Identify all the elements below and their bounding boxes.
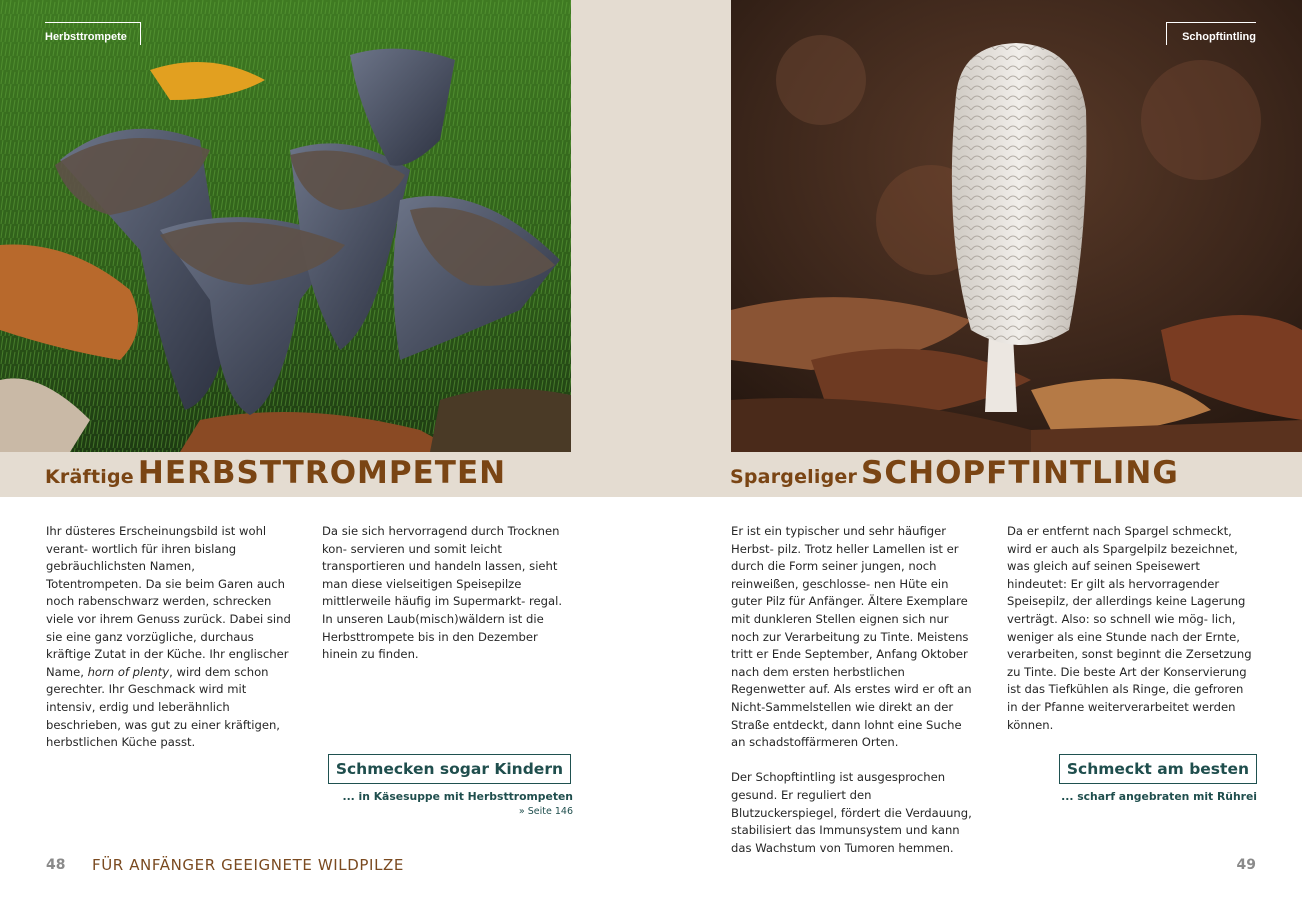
page-number-right: 49 bbox=[1236, 857, 1256, 873]
body-column-1 bbox=[46, 523, 291, 769]
tip-box-right: Schmeckt am besten bbox=[1059, 754, 1257, 784]
paragraph: Er ist ein typischer und sehr häufiger Herbst- pilz. Trotz heller Lamellen ist er durch die Form seiner jungen, noch reinweißen, geschlosse- nen Hüte ein guter Pilz für Anfänger. Ältere Exemplare mit dunkleren Stellen eignen sich nur noch zur Verarbeitung zu Tinte. Meistens tritt er Ende September, Anfang Oktober nach dem ersten herbstlichen Regenwetter auf. Als erstes wird er oft an Nicht-Sammelstellen wie direkt an der Straße entdeckt, dann lohnt eine Suche an schadstoffärmeren Orten. bbox=[731, 524, 972, 750]
paragraph: Da sie sich hervorragend durch Trocknen kon- servieren und somit leicht transportieren und handeln lassen, sieht man diese vielseitigen Speisepilze mittlerweile häufig im Supermarkt- regal. In unseren Laub(misch)wäldern ist die Herbsttrompete bis in den Dezember hinein zu finden. bbox=[322, 524, 563, 662]
body-column-2 bbox=[322, 523, 567, 681]
paragraph: Der Schopftintling ist ausgesprochen gesund. Er reguliert den Blutzuckerspiegel, fördert die Verdauung, stabilisiert das Immunsystem und kann das Wachstum von Tumoren hemmen. bbox=[731, 770, 972, 855]
paragraph bbox=[46, 523, 291, 752]
running-head: FÜR ANFÄNGER GEEIGNETE WILDPILZE bbox=[92, 856, 404, 874]
headline-schopftintling bbox=[730, 455, 1179, 491]
headline-big-left: HERBSTTROMPETEN bbox=[137, 455, 507, 491]
page-reference-link[interactable]: » Seite 146 bbox=[518, 806, 573, 817]
photo-herbsttrompete bbox=[0, 0, 571, 452]
page-number-left: 48 bbox=[46, 857, 66, 873]
body-column-3 bbox=[731, 523, 976, 875]
photo-tag-herbsttrompete: Herbsttrompete bbox=[45, 22, 141, 45]
photo-tag-schopftintling: Schopftintling bbox=[1166, 22, 1256, 45]
text-run: , wird dem schon gerechter. Ihr Geschmack wird mit intensiv, erdig und leberähnlich beschrieben, was gut zu einer kräftigen, herbstlichen Küche passt. bbox=[46, 664, 280, 750]
page-gutter bbox=[571, 0, 731, 497]
headline-small-left: Kräftige bbox=[45, 466, 134, 488]
paragraph: Da er entfernt nach Spargel schmeckt, wird er auch als Spargelpilz bezeichnet, was gleich auf seinen Speisewert hindeutet: Er gilt als hervorragender Speisepilz, der allerdings keine Lagerung verträgt. Also: so schnell wie mög- lich, weniger als eine Stunde nach der Ernte, verarbeiten, sonst beginnt die Zersetzung zu Tinte. Die beste Art der Konservierung ist das Tiefkühlen als Ringe, die gefroren in der Pfanne weiterverarbeitet werden können. bbox=[1007, 524, 1252, 732]
tip-subtitle-left: ... in Käsesuppe mit Herbsttrompeten bbox=[342, 790, 573, 803]
photo-schopftintling bbox=[731, 0, 1302, 452]
english-name: horn of plenty bbox=[87, 664, 170, 679]
tip-box-left: Schmecken sogar Kindern bbox=[328, 754, 571, 784]
tip-subtitle-right: ... scharf angebraten mit Rührei bbox=[1061, 790, 1257, 803]
herbsttrompete-illustration bbox=[0, 0, 571, 452]
text-run: Ihr düsteres Erscheinungsbild ist wohl verant- wortlich für ihren bislang gebräuchlichsten Namen, Totentrompeten. Da sie beim Garen auch noch rabenschwarz werden, schrecken viele vor ihrem Genuss zurück. Dabei sind sie eine ganz vorzügliche, durchaus kräftige Zutat in der Küche. Ihr englischer Name, bbox=[46, 524, 291, 679]
body-column-4 bbox=[1007, 523, 1252, 752]
headline-big-right: SCHOPFTINTLING bbox=[861, 455, 1179, 491]
headline-small-right: Spargeliger bbox=[730, 466, 858, 488]
schopftintling-illustration bbox=[731, 0, 1302, 452]
headline-herbsttrompeten bbox=[45, 455, 506, 491]
